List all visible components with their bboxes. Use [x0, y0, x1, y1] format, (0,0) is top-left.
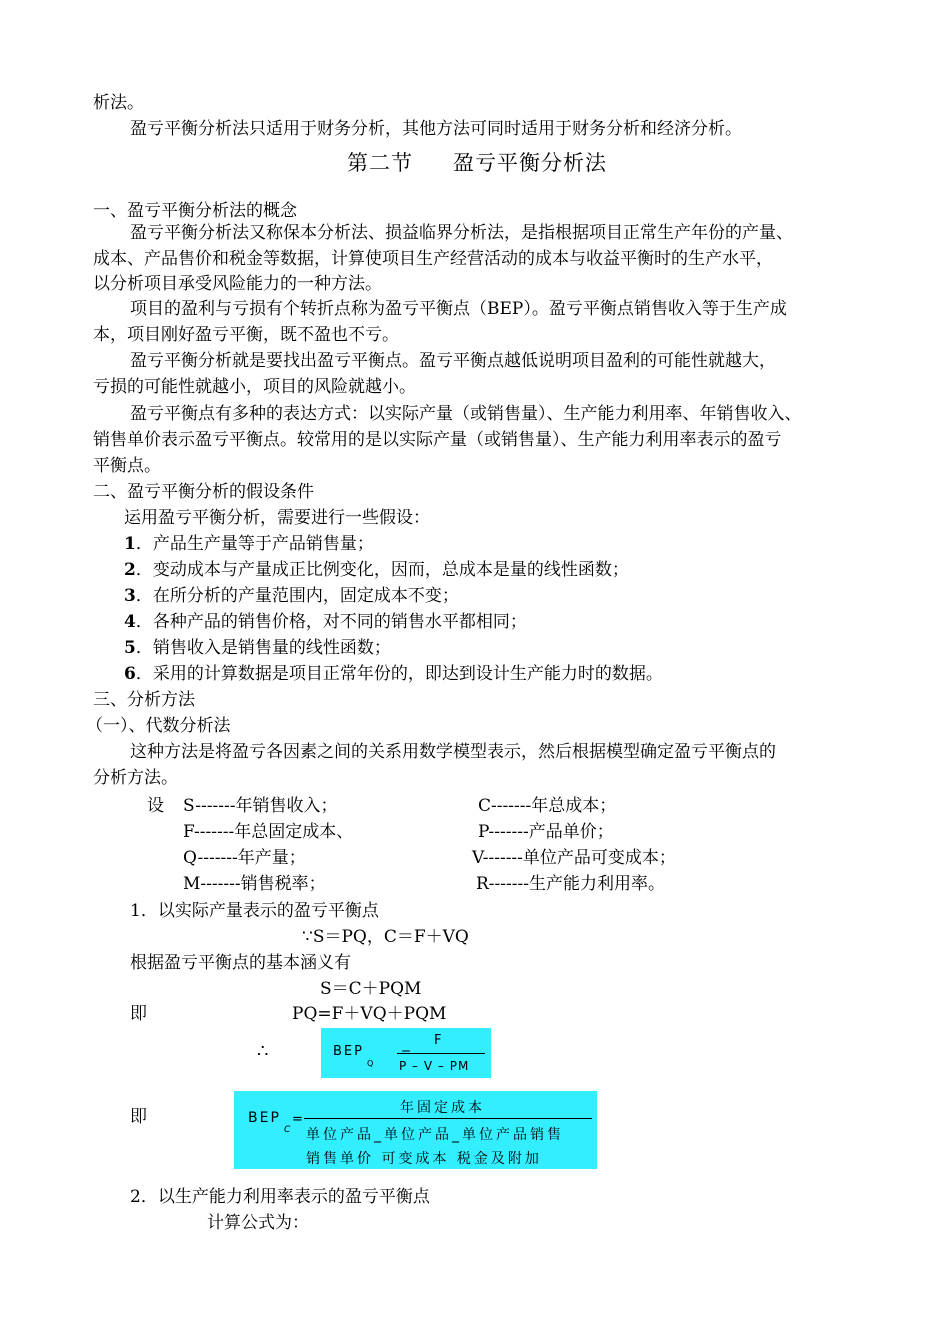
paragraph-line: 亏损的可能性就越小，项目的风险就越小。 — [93, 377, 416, 397]
paragraph-line: 盈亏平衡分析就是要找出盈亏平衡点。盈亏平衡点越低说明项目盈利的可能性就越大， — [130, 351, 776, 371]
formula-denominator: P – V – PM — [399, 1059, 470, 1073]
paragraph: 盈亏平衡分析法只适用于财务分析，其他方法可同时适用于财务分析和经济分析。 — [130, 119, 742, 139]
therefore-symbol: ∴ — [257, 1041, 269, 1062]
paragraph-line: 盈亏平衡分析法又称保本分析法、损益临界分析法，是指根据项目正常生产年份的产量、 — [130, 223, 793, 243]
formula-bep-q — [321, 1028, 491, 1078]
paragraph-line: 分析方法。 — [93, 768, 178, 788]
paragraph-line: 本，项目刚好盈亏平衡，既不盈也不亏。 — [93, 325, 399, 345]
paragraph-end: 析法。 — [93, 93, 144, 113]
formula-numerator: 年固定成本 — [400, 1100, 485, 1116]
variable-def: F-------年总固定成本、 — [183, 822, 354, 842]
variable-def: C-------年总成本； — [478, 796, 617, 816]
paragraph-line: 计算公式为： — [207, 1213, 309, 1233]
fraction-bar — [397, 1053, 485, 1054]
formula-lhs: BEP — [333, 1044, 364, 1059]
formula-denominator-line2: 销售单价 可变成本 税金及附加 — [306, 1151, 542, 1167]
paragraph-line: 根据盈亏平衡点的基本涵义有 — [130, 953, 351, 973]
section-number: 第二节 — [347, 151, 413, 175]
heading-2: 二、盈亏平衡分析的假设条件 — [93, 482, 314, 502]
paragraph-line: 以分析项目承受风险能力的一种方法。 — [93, 274, 382, 294]
heading-3: 三、分析方法 — [93, 690, 195, 710]
paragraph-line: 销售单价表示盈亏平衡点。较常用的是以实际产量（或销售量）、生产能力利用率表示的盈亏 — [93, 430, 782, 450]
ji-label: 即 — [130, 1107, 147, 1127]
formula-lhs: BEP — [248, 1110, 281, 1126]
paragraph-line: 运用盈亏平衡分析，需要进行一些假设： — [124, 508, 430, 528]
variable-def: R-------生产能力利用率。 — [476, 874, 666, 894]
ji-label: 即 — [130, 1004, 147, 1024]
assumption-item: 3．在所分析的产量范围内，固定成本不变； — [124, 586, 459, 606]
equation: ∵S＝PQ，C＝F＋VQ — [302, 927, 469, 947]
assumption-item: 1．产品生产量等于产品销售量； — [124, 534, 374, 554]
paragraph-line: 成本、产品售价和税金等数据，计算使项目生产经营活动的成本与收益平衡时的生产水平， — [93, 249, 773, 269]
variable-def: V-------单位产品可变成本； — [472, 848, 676, 868]
fraction-bar — [304, 1118, 592, 1119]
formula-equals: = — [401, 1045, 412, 1059]
formula-subscript: C — [284, 1125, 291, 1135]
formula-equals: = — [292, 1112, 303, 1127]
paragraph-line: 平衡点。 — [93, 456, 161, 476]
assumption-item: 5．销售收入是销售量的线性函数； — [124, 638, 391, 658]
equation: PQ=F＋VQ＋PQM — [292, 1004, 447, 1024]
variable-def: P-------产品单价； — [478, 822, 614, 842]
subsection-title: 2．以生产能力利用率表示的盈亏平衡点 — [130, 1187, 430, 1207]
assumption-item: 4．各种产品的销售价格，对不同的销售水平都相同； — [124, 612, 527, 632]
set-label: 设 — [147, 796, 164, 816]
equation: S＝C＋PQM — [320, 979, 422, 999]
subsection-title: 1．以实际产量表示的盈亏平衡点 — [130, 901, 379, 921]
section-title — [347, 152, 607, 174]
paragraph-line: 这种方法是将盈亏各因素之间的关系用数学模型表示，然后根据模型确定盈亏平衡点的 — [130, 742, 776, 762]
subheading: （一）、代数分析法 — [86, 716, 231, 736]
formula-denominator-line1: 单位产品_单位产品_单位产品销售 — [306, 1127, 564, 1143]
heading-1: 一、盈亏平衡分析法的概念 — [93, 201, 297, 221]
variable-def: M-------销售税率； — [183, 874, 326, 894]
paragraph-line: 盈亏平衡点有多种的表达方式：以实际产量（或销售量）、生产能力利用率、年销售收入、 — [130, 404, 802, 424]
assumption-item: 2．变动成本与产量成正比例变化，因而，总成本是量的线性函数； — [124, 560, 629, 580]
formula-numerator: F — [434, 1033, 442, 1048]
paragraph-line: 项目的盈利与亏损有个转折点称为盈亏平衡点（BEP）。盈亏平衡点销售收入等于生产成 — [130, 299, 787, 319]
formula-bep-c — [234, 1091, 597, 1169]
section-name: 盈亏平衡分析法 — [453, 151, 607, 175]
formula-subscript: Q — [367, 1059, 374, 1068]
variable-def: S-------年销售收入； — [183, 796, 338, 816]
variable-def: Q-------年产量； — [183, 848, 306, 868]
assumption-item: 6．采用的计算数据是项目正常年份的，即达到设计生产能力时的数据。 — [124, 664, 663, 684]
